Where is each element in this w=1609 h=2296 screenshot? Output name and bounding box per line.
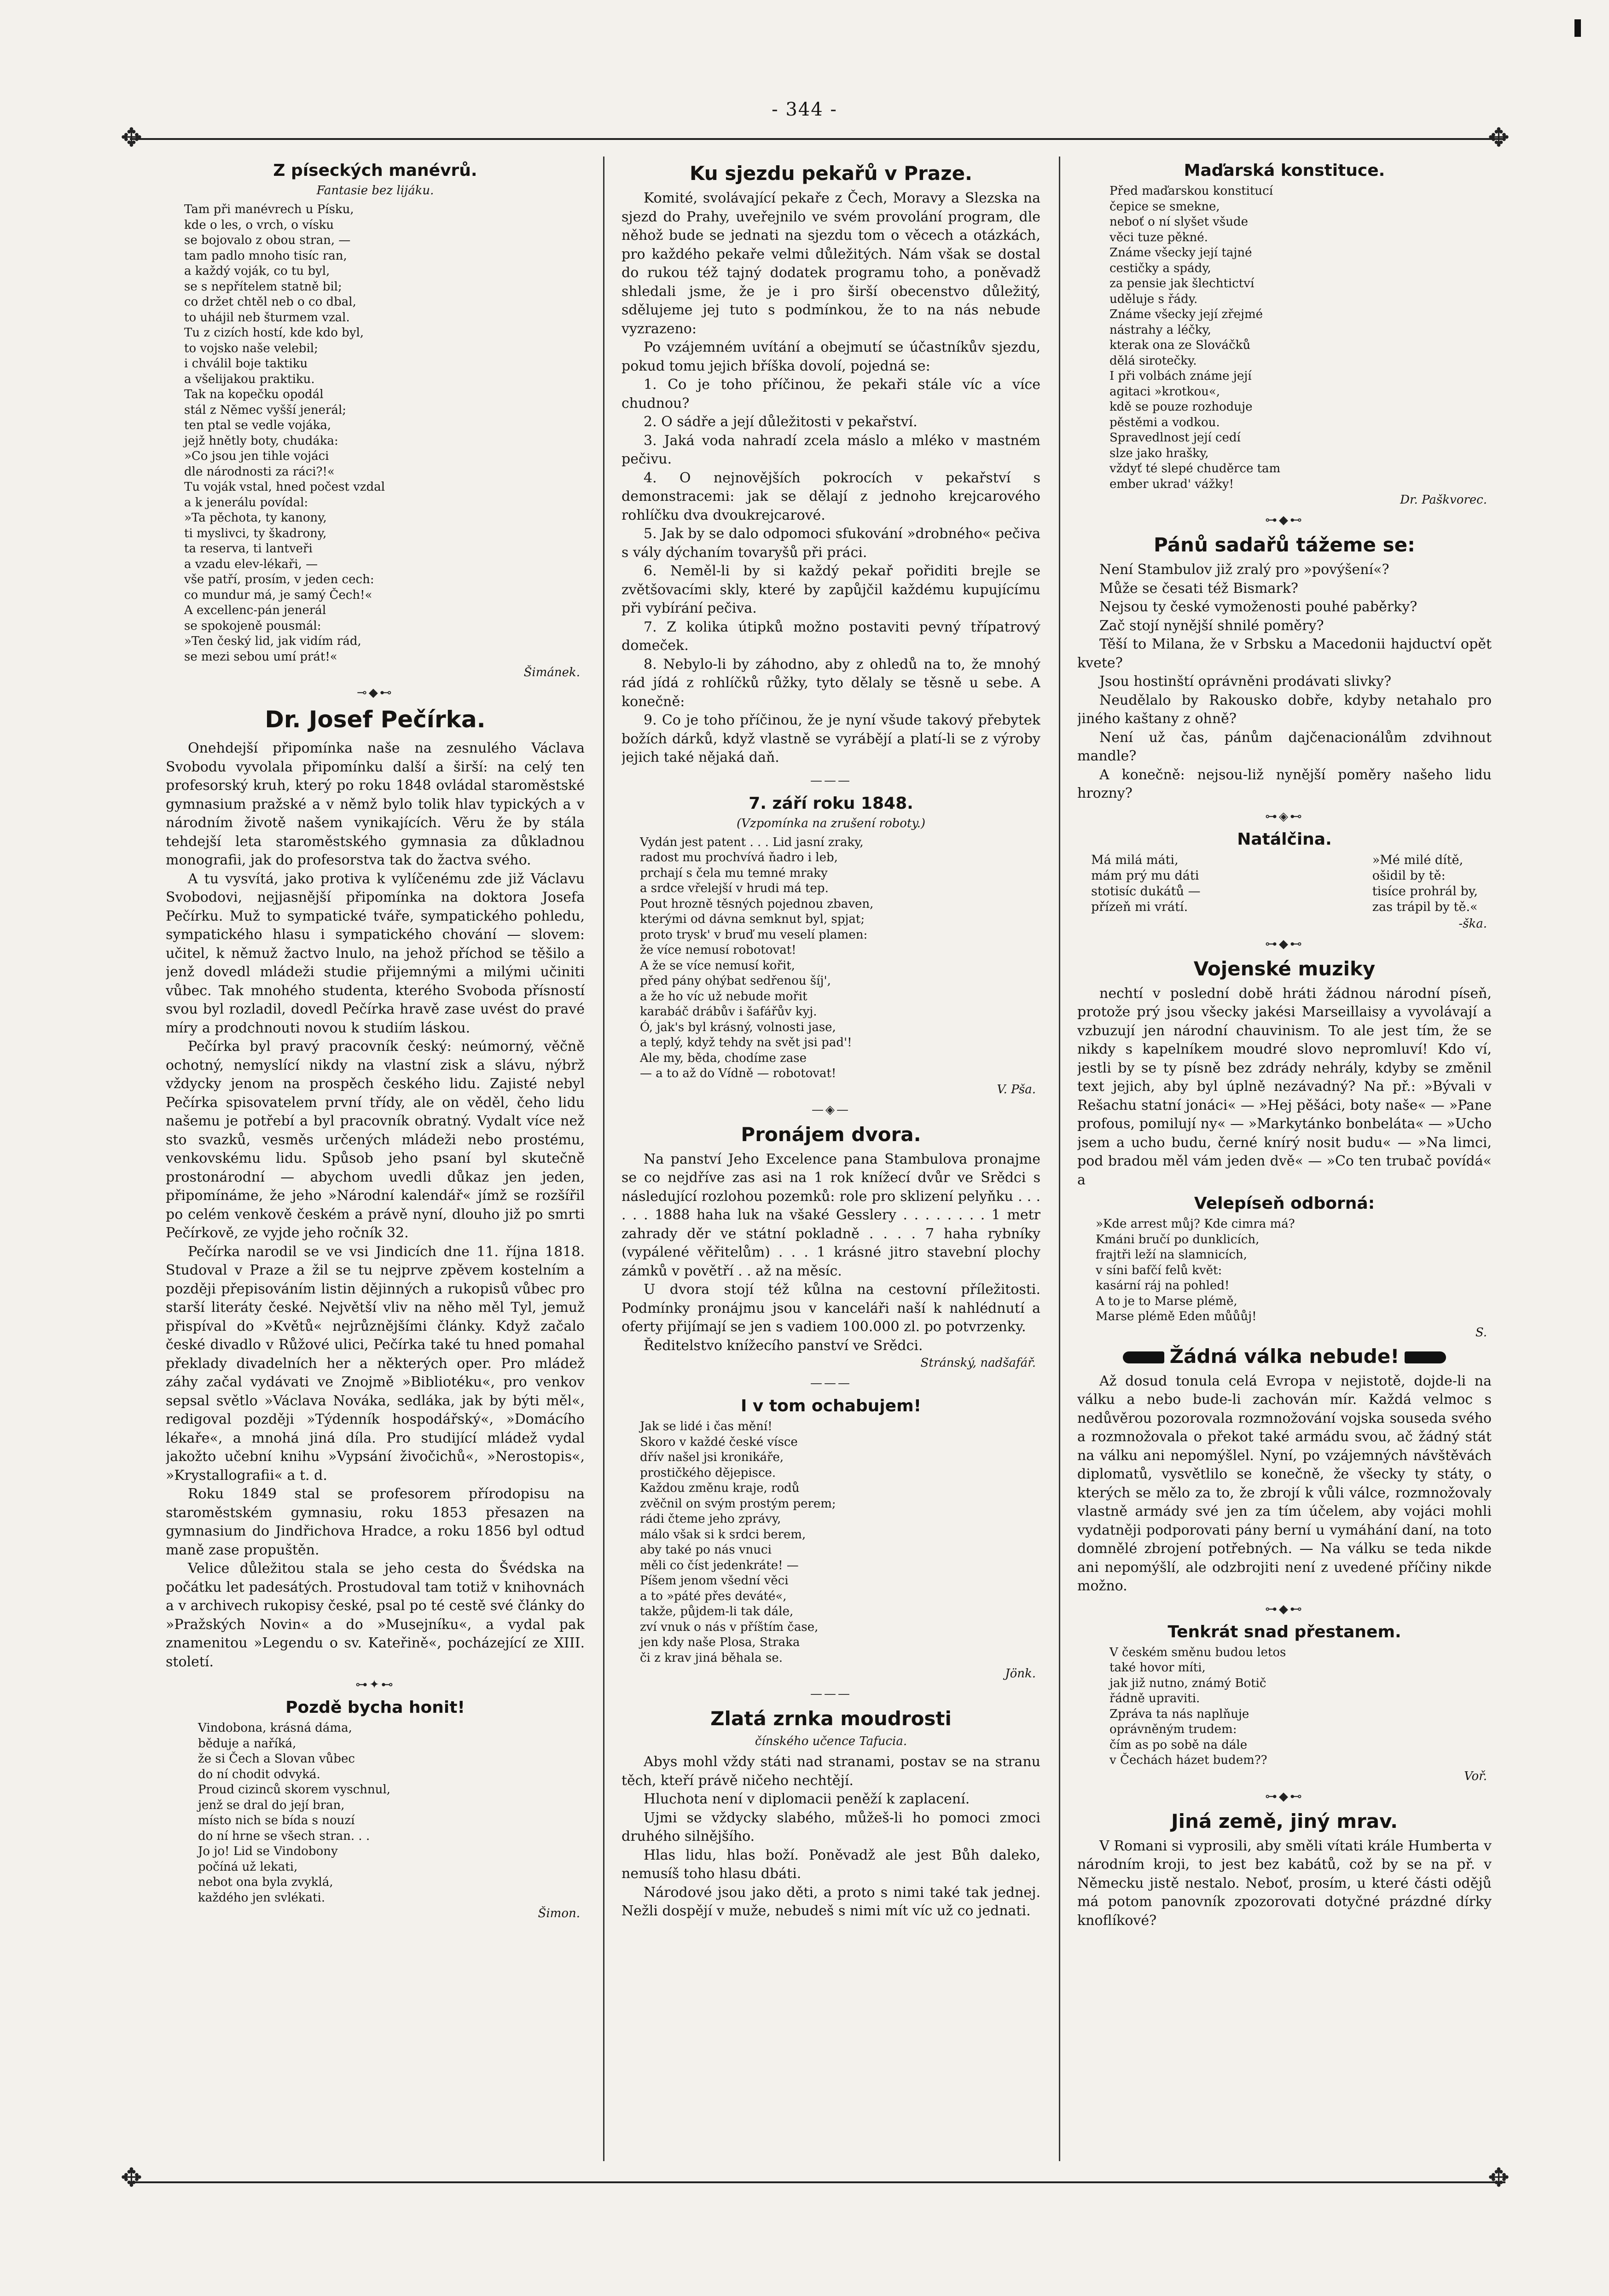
paragraph: Velice důležitou stala se jeho cesta do Švédska na počátku let padesátých. Prostudoval tam totiž v knihovnách a v archivech rukopisy české, psal po té cestě své články do »Pražských Novin« a do »Musejníku«, a vydal pak znamenitou »Legendu o sv. Kateřině«, pocházející ze XIII. století. <box>166 1560 585 1670</box>
scan-mark <box>1574 19 1581 37</box>
author-signature: -ška. <box>1458 916 1487 931</box>
question-line: Jsou hostinští oprávněni prodávati slivky? <box>1099 673 1392 690</box>
article-title: Pozdě bycha honit! <box>285 1698 465 1717</box>
column-middle <box>622 157 1040 2168</box>
article-title: I v tom ochabujem! <box>741 1397 921 1415</box>
article-title: Pánů sadařů tážeme se: <box>1154 533 1415 556</box>
paragraph: A tu vysvítá, jako protiva k vylíčenému zde již Václavu Svobodovi, nejjasnější připomínka na doktora Josefa Pečírku. Muž to sympatické tváře, sympatického pohledu, sympatického hlasu i sympatického chování — slovem: učitel, k němuž žactvo lnulo, na jehož příchod se těšilo a jenž dovedl mládeži studie přijemnými a milými učiniti vůbec. Tak mnohého studenta, kterého Svoboda přísností svou byl rozladil, dovedl Pečírka hravě zase uvést do pravé míry a prodchnouti novou k studiím láskou. <box>166 870 585 1036</box>
article-title: Jiná země, jiný mrav. <box>1171 1809 1398 1832</box>
author-signature: Jönk. <box>1005 1667 1036 1681</box>
article-title: Žádná válka nebude! <box>1169 1345 1400 1368</box>
divider-ornament-icon: ——— <box>810 773 852 788</box>
divider-ornament-icon: ⊶◆⊷ <box>1265 1602 1304 1616</box>
paragraph: Komité, svolávající pekaře z Čech, Moravy a Slezska na sjezd do Prahy, uveřejnilo ve svém provolání program, dle něhož bude se jednati na sjezdu tom o věcech a otázkách, pro každého pekaře velmi důležitých. Nám však se dostal do rukou též tajný dodatek programu toho, a poněvadž shledali jsme, že je i pro širší obecenstvo důležitý, sdělujeme jej tuto s podmínkou, že to na nás nebude vyzrazeno: <box>622 190 1040 337</box>
paragraph: Až dosud tonula celá Evropa v nejistotě, dojde-li na válku a nebo bude-li zachován mír. Každá velmoc s nedůvěrou pozorovala rozmnožování vojska souseda svého a rozmnožovala o překot také armádu svou, ač žádný stát na válku ani nepomýšlel. Nyní, po vzájemných návštěvách diplomatů, vysvětlilo se konečně, že všecky ty státy, o kterých se mělo za to, že zbrojí k vůli válce, rozmnožovaly vlastně armády své jen za tím účelem, aby vojáci mohli vydatněji podporovati pány berní u vymáhání daní, na toto domnělé zbrojení potřebných. — Na válku se teda nikde ani nepomýšlí, ale odzbrojiti není z uvedené příčiny nikde možno. <box>1077 1373 1492 1594</box>
author-signature: Dr. Paškvorec. <box>1400 493 1487 507</box>
article-title: Z píseckých manévrů. <box>273 161 477 180</box>
list-item: 5. Jak by se dalo odpomoci sfukování »drobného« pečiva s vály dýchaním tovaryšů při práci. <box>622 526 1040 561</box>
question-line: Neudělalo by Rakousko dobře, kdyby netahalo pro jiného kaštany z ohně? <box>1077 692 1492 727</box>
list-item: 9. Co je toho příčinou, že je nyní všude takový přebytek božích dárků, když vlastně se vyrábějí a platí-li se z výroby jejich také nějaká daň. <box>622 712 1040 765</box>
author-signature: Šimon. <box>538 1907 580 1920</box>
paragraph: Národové jsou jako děti, a proto s nimi také tak jednej. Nežli dospějí v muže, nebudeš s nimi mít víc už co jednati. <box>622 1884 1040 1919</box>
divider-ornament-icon: —◈— <box>812 1102 850 1117</box>
poem-two-columns <box>1091 852 1478 915</box>
paragraph: Pečírka narodil se ve vsi Jindicích dne 11. října 1818. Studoval v Praze a žil se tu nejprve zpěvem kostelním a později přepisováním listin dějinných a rukopisů vůbec pro starší literáty české. Největší vliv na něho měl Tyl, jemuž přispíval do »Květů« nejrůznějšími články. Když začalo české divadlo v Růžové ulici, Pečírka také tu hned pomahal překlady divadelních her a některých oper. Pro mládež záhy začal vydávati ve Znojmě »Bibliotéku«, pro venkov sepsal světlo »Václava Nováka, sedláka, jak by býti měl«, redigoval později »Týdenník hospodářský«, »Domácího lékaře«, a mnohá jiná díla. Pro studijící mládež vydal jakožto učební knihu »Vypsání živočichů«, »Nerostopis«, »Krystallografii« a t. d. <box>166 1243 585 1484</box>
column-rule <box>1059 157 1060 2161</box>
author-signature: S. <box>1475 1325 1487 1339</box>
paragraph: Hlas lidu, hlas boží. Poněvadž ale jest Bůh daleko, nemusíš toho hlasu dbáti. <box>622 1847 1040 1882</box>
question-line: Může se česati též Bismark? <box>1099 580 1298 597</box>
article-title: Pronájem dvora. <box>741 1123 921 1146</box>
question-line: Zač stojí nynější shnilé poměry? <box>1099 617 1324 634</box>
paragraph: U dvora stojí též kůlna na cestovní příležitosti. Podmínky pronájmu jsou v kanceláři naší k nahlédnutí a oferty přijímají se jen s vadiem 100.000 zl. po potvrzenky. <box>622 1281 1040 1335</box>
article-title: Natálčina. <box>1237 829 1332 849</box>
column-right <box>1077 157 1492 2168</box>
poem: »Kde arrest můj? Kde cimra má? Kmáni bručí po dunklicích, frajtři leží na slamnicích, v síni bafčí felů květ: kasární ráj na pohled! A to je to Marse plémě, Marse plémě Eden můůůj! <box>1096 1217 1295 1323</box>
question-line: A konečně: nejsou-liž nynější poměry našeho lidu hrozny? <box>1077 766 1492 801</box>
list-item: 1. Co je toho příčinou, že pekaři stále víc a více chudnou? <box>622 377 1040 412</box>
list-item: 4. O nejnovějších pokrocích v pekařství s demonstracemi: jak se dělají z jednoho krejcarového rohlíčku dva dvoukrejcarové. <box>622 470 1040 523</box>
article-title: Ku sjezdu pekařů v Praze. <box>689 162 973 185</box>
corner-ornament-icon: ✥ <box>1488 2163 1510 2193</box>
divider-ornament-icon: ⊶◆⊷ <box>1265 513 1304 527</box>
article-title-with-cannons <box>1077 1345 1492 1368</box>
column-left <box>166 157 585 2168</box>
poem: Před maďarskou konstitucí čepice se smekne, neboť o ní slyšet všude věci tuze pěkné. Známe všecky její tajné cestičky a spády, za pensie jak šlechtictví uděluje s řády. Známe všecky její zřejmé nástrahy a léčky, kterak ona ze Slováčků dělá sirotečky. I při volbách známe její agitaci »krotkou«, kdě se pouze rozhoduje pěstěmi a vodkou. Spravedlnost její cedí slze jako hrašky, vždyť té slepé chuděrce tam ember ukrad' vážky! <box>1109 184 1281 491</box>
author-signature: V. Pša. <box>997 1082 1036 1096</box>
article-subtitle: (Vzpomínka na zrušení roboty.) <box>736 816 926 830</box>
poem: V českém směnu budou letos také hovor míti, jak již nutno, známý Botič řádně upraviti. Zpráva ta nás naplňuje oprávněným trudem: čím as po sobě na dále v Čechách házet budem?? <box>1109 1645 1286 1767</box>
list-item: 7. Z kolika útipků možno postaviti pevný třípatrový domeček. <box>622 619 1040 654</box>
paragraph: Roku 1849 stal se profesorem přírodopisu na staroměstském gymnasiu, roku 1853 přesazen na gymnasium do Jindřichova Hradce, a roku 1856 byl odtud maně zase propuštěn. <box>166 1486 585 1558</box>
corner-ornament-icon: ✥ <box>121 2163 142 2193</box>
article-subtitle: Velepíseň odborná: <box>1194 1194 1375 1213</box>
poem: Jak se lidé i čas mění! Skoro v každé české vísce dřív našel jsi kronikáře, prostičkého dějepisce. Každou změnu kraje, rodů zvěčnil on svým prostým perem; rádi čteme jeho zprávy, málo však si k srdci berem, aby také po nás vnuci měli co číst jedenkráte! — Píšem jenom všední věci a to »páté přes deváté«, takže, půjdem-li tak dále, zví vnuk o nás v příštím čase, jen kdy naše Plosa, Straka či z krav jiná běhala se. <box>640 1420 836 1665</box>
column-rule <box>603 157 604 2161</box>
divider-ornament-icon: ——— <box>810 1376 852 1390</box>
author-signature: Šimánek. <box>523 666 580 679</box>
divider-ornament-icon: ——— <box>810 1687 852 1701</box>
article-title: 7. září roku 1848. <box>749 794 913 813</box>
divider-ornament-icon: ⊶✦⊷ <box>355 1678 395 1692</box>
question-line: Není Stambulov již zralý pro »povýšení«? <box>1099 562 1389 578</box>
divider-ornament-icon: ⊶◆⊷ <box>1265 1789 1304 1803</box>
divider-ornament-icon: ⊸◆⊷ <box>357 686 394 700</box>
article-title: Zlatá zrnka moudrosti <box>710 1707 952 1730</box>
paragraph: Po vzájemném uvítání a obejmutí se účastníkův sjezdu, pokud tomu jejich bříška dovolí, pojedná se: <box>622 339 1040 374</box>
cannon-icon <box>1123 1351 1164 1363</box>
article-title: Dr. Josef Pečírka. <box>265 706 486 733</box>
question-line: Není už čas, pánům dajčenacionálům zdvihnout mandle? <box>1077 729 1492 764</box>
article-title: Vojenské muziky <box>1193 957 1376 980</box>
corner-ornament-icon: ✥ <box>1488 123 1510 153</box>
paragraph: Abys mohl vždy státi nad stranami, postav se na stranu těch, kteří právě ničeho nechtějí. <box>622 1754 1040 1789</box>
list-item: 3. Jaká voda nahradí zcela máslo a mléko v mastném pečivu. <box>622 432 1040 467</box>
article-title: Maďarská konstituce. <box>1184 161 1385 180</box>
question-line: Nejsou ty české vymoženosti pouhé paběrky? <box>1099 599 1417 615</box>
poem-right-stanza: »Mé milé dítě, ošidil by tě: tisíce prohrál by, zas trápil by tě.« <box>1372 852 1478 914</box>
list-item: 8. Nebylo-li by záhodno, aby z ohledů na to, že mnohý rád jídá z rohlíčků růžky, tyto dělaly se těsně u sebe. A konečně: <box>622 656 1040 710</box>
article-title: Tenkrát snad přestanem. <box>1168 1622 1401 1641</box>
author-signature: Stránský, nadšafář. <box>920 1356 1036 1370</box>
poem-left-stanza: Má milá máti, mám prý mu dáti stotisíc dukátů — přízeň mi vrátí. <box>1091 852 1201 914</box>
paragraph: Pečírka byl pravý pracovník český: neúmorný, věčně ochotný, nemyslící nikdy na vlastní zisk a slávu, nýbrž vždycky jenom na prospěch českého lidu. Zajisté nebyl Pečírka spisovatelem první třídy, ale on věděl, čeho lidu našemu je potřebí a byl pracovník obratný. Vydalt více než sto svazků, vesměs určených mládeži nebo prostému, venkovskému lidu. Spůsob jeho psaní byl skutečně prostonárodní — abychom uvedli důkaz jen jeden, připomínáme, že jeho »Národní kalendář« jímž se rozšířil po celém venkově českém a právě nyní, dlouho již po smrti Pečírkově, ze vyjde jeho ročník 32. <box>166 1038 585 1241</box>
article-subtitle: čínského učence Tafucia. <box>755 1734 907 1748</box>
paragraph: V Romani si vyprosili, aby směli vítati krále Humberta v národním kroji, to jest bez kabátů, což by se na př. v Německu jistě nestalo. Neboť, prosím, u které části odějů má potom panovník zpozorovati dotyčné prázdné dírky knoflíkové? <box>1077 1838 1492 1929</box>
list-item: 2. O sádře a její důležitosti v pekařství. <box>644 414 918 430</box>
corner-ornament-icon: ✥ <box>121 123 142 153</box>
paragraph: nechtí v poslední době hráti žádnou národní píseň, protože prý jsou všecky jakési Marseillaisy a vyvolávají a vzbuzují jen národní chauvinism. To ale jest tím, že se nikdy s kapelníkem moudré slovo nepromluví! Kdo ví, jestli by se ty písně bez zdrády nehrály, kdyby se změnil text jejich, aby byl úplně nezávadný? Na př.: »Bývali v Rešachu statní jonáci« — »Hej pěšáci, boty naše« — »Pane profous, pomilují ny« — »Markytánko bonbeláta« — »Ucho jsem a ucho budu, černé knírý nosit budu« — »Na limci, pod bradou měl vám jeden dvě« — »Co ten trubač povídá« a <box>1077 985 1492 1188</box>
paragraph: Ujmi se vždycky slabého, můžeš-li ho pomoci zmoci druhého silnějšího. <box>622 1809 1040 1844</box>
author-signature: Voř. <box>1464 1769 1487 1783</box>
poem: Vindobona, krásná dáma, běduje a naříká, že si Čech a Slovan vůbec do ní chodit odvyká. Proud cizinců skorem vyschnul, jenž se dral do její bran, místo nich se bída s nouzí do ní hrne se všech stran. . . Jo jo! Lid se Vindobony počíná už lekati, nebot ona byla zvyklá, každého jen svlékati. <box>198 1721 391 1905</box>
article-subtitle: Fantasie bez lijáku. <box>316 184 434 197</box>
paragraph: Onehdejší připomínka naše na zesnulého Václava Svobodu vyvolala připomínku další a širší: na celý ten profesorský kruh, který po roku 1848 ovládal staroměstské gymnasium pražské a v němž bylo tolik hlav typických a v národním životě našem vynikajících. Věru že by stála tehdejší leta staroměstského gymnasia za důkladnou monografii, jak do profesorstva tak do žactva svého. <box>166 740 585 868</box>
paragraph: Na panství Jeho Excelence pana Stambulova pronajme se co nejdříve zas asi na 1 rok knížecí dvůr ve Srědci s následující rozlohou pozemků: role pro sklizení pelyňku . . . . . . 1888 haha luk na všaké Gesslery . . . . . . . . 1 metr zahrady děr ve státní pokladně . . . . 7 haha rybníky (vypálené věřitelům) . . . 1 krásné jitro stavební plochy zámků v povětří . . až na měsíc. <box>622 1151 1040 1279</box>
list-item: 6. Neměl-li by si každý pekař pořiditi brejle se zvětšovacími skly, které by zapůjčil každému kupujícímu při vybírání pečiva. <box>622 563 1040 616</box>
poem: Tam při manévrech u Písku, kde o les, o vrch, o vísku se bojovalo z obou stran, — tam padlo mnoho tisíc ran, a každý voják, co tu byl, se s nepřítelem statně bil; co držet chtěl neb o co dbal, to uhájil neb šturmem vzal. Tu z cizích hostí, kde kdo byl, to vojsko naše velebil; i chválil boje taktiku a všelijakou praktiku. Tak na kopečku opodál stál z Němec vyšší jenerál; ten ptal se vedle vojáka, jejž hnětly boty, chudáka: »Co jsou jen tihle vojáci dle národnosti za ráci?!« Tu voják vstal, hned počest vzdal a k jenerálu povídal: »Ta pěchota, ty kanony, ti myslivci, ty škadrony, ta reserva, ti lantveři a vzadu elev-lékaři, — vše patří, prosím, v jeden cech: co mundur má, je samý Čech!« A excellenc-pán jenerál se spokojeně pousmál: »Ten český lid, jak vidím rád, se mezi sebou umí prát!« <box>184 203 385 664</box>
poem: Vydán jest patent . . . Lid jasní zraky, radost mu prochvívá ňadro i leb, prchají s čela mu temné mraky a srdce vřelejší v hrudi má tep. Pout hrozně těsných pojednou zbaven, kterými od dávna semknut byl, spjat; proto trysk' v bruď mu veselí plamen: že více nemusí robotovat! A že se více nemusí kořit, před pány ohýbat sedřenou šíj', a že ho víc už nebude mořit karabáč drábův i šafářův kyj. Ó, jak's byl krásný, volnosti jase, a teplý, když tehdy na svět jsi pad'! Ale my, běda, chodíme zase — a to až do Vídně — robotovat! <box>640 835 874 1080</box>
paragraph: Hluchota není v diplomacii peněží k zaplacení. <box>644 1791 970 1807</box>
page-number: - 344 - <box>772 99 837 120</box>
paragraph: Ředitelstvo knížecího panství ve Srědci. <box>644 1337 923 1354</box>
question-line: Těší to Milana, že v Srbsku a Macedonii hajductví opět kvete? <box>1077 636 1492 671</box>
divider-ornament-icon: ⊶◈⊷ <box>1265 809 1304 823</box>
divider-ornament-icon: ⊶◆⊷ <box>1265 937 1304 951</box>
cannon-icon <box>1405 1351 1446 1363</box>
